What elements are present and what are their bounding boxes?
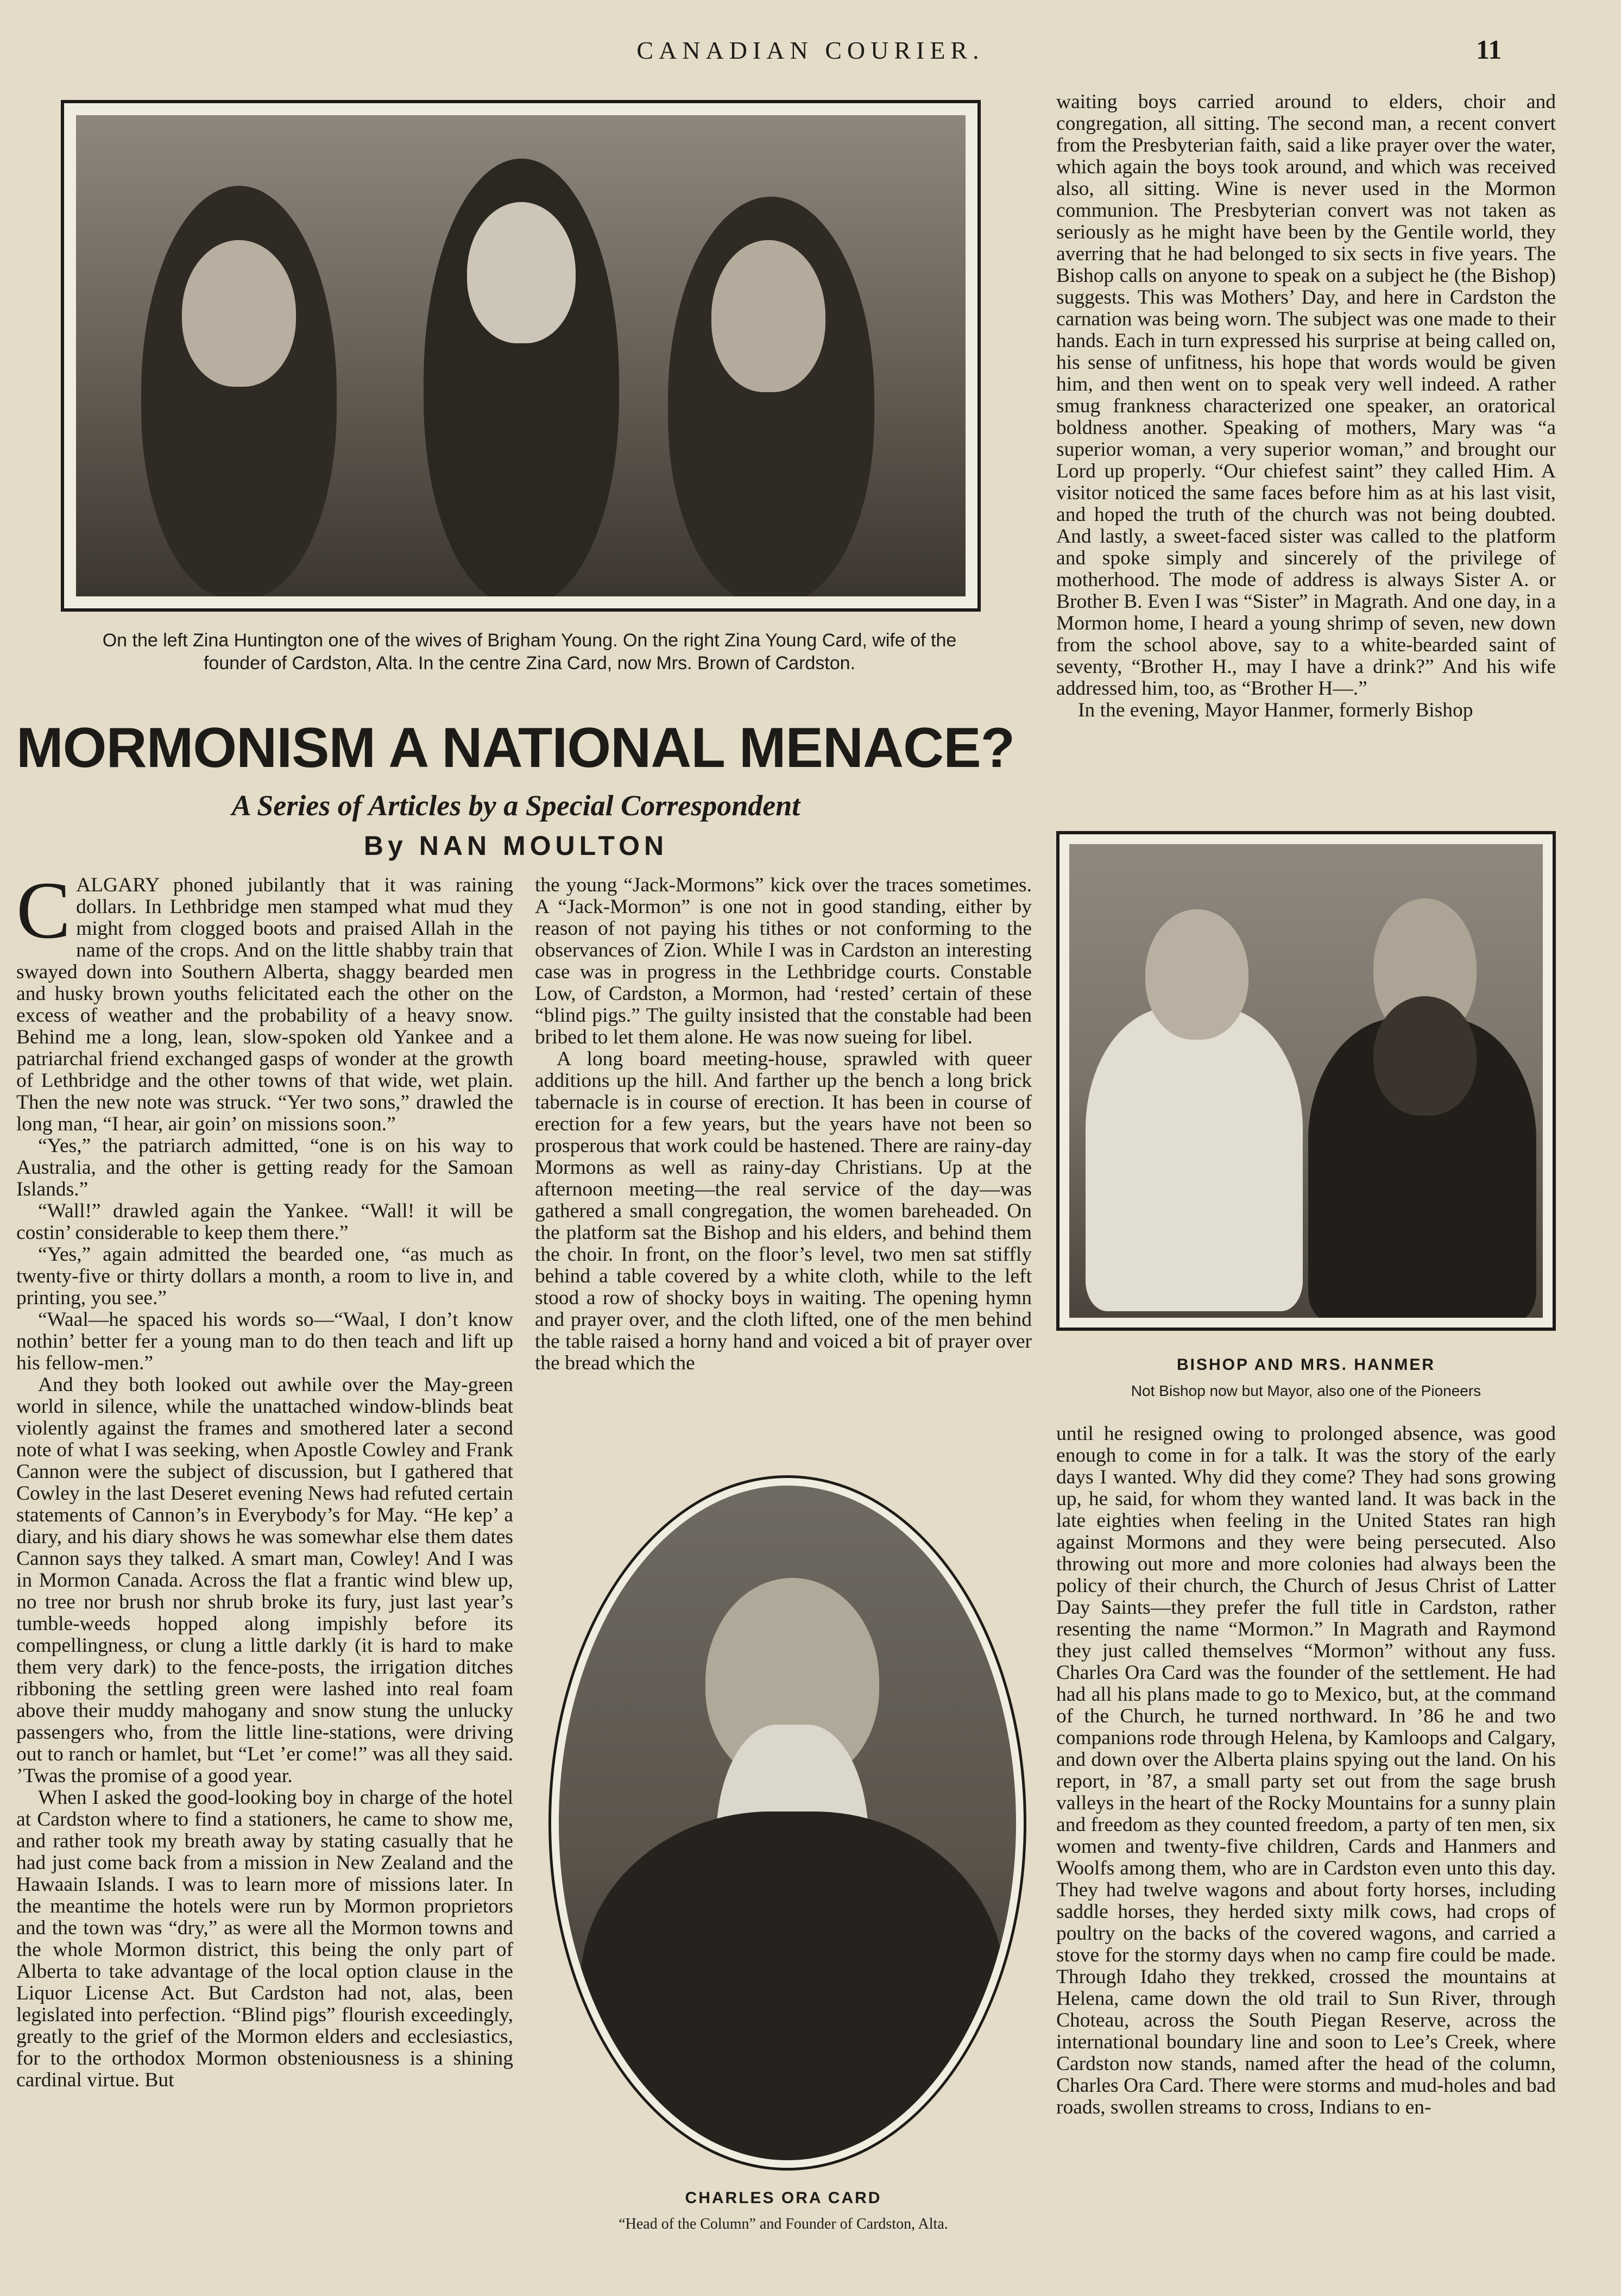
three-women-photo (76, 115, 966, 596)
face-right-woman (711, 240, 825, 392)
face-left-woman (182, 240, 296, 387)
col1-para-5: “Waal—he spaced his words so—“Waal, I don’t know nothin’ better fer a young man to do then teach and lift up his fellow-men.” (16, 1309, 513, 1374)
article-headline: MORMONISM A NATIONAL MENACE? (16, 716, 1015, 779)
col3-para-1: waiting boys carried around to elders, choir and congregation, all sitting. The second man, a recent convert from the Presbyterian faith, said a like prayer over the water, which again the boys took around, and which was received also, all sitting. Wine is never used in the Mormon communion. The Presbyterian convert was not taken as seriously as he might have been by the Gentile world, they averring that he had belonged to six sects in five years. The Bishop calls on anyone to speak on a subject he (the Bishop) suggests. This was Mothers’ Day, and here in Cardston the carnation was being worn. The subject was one made to their hands. Each in turn expressed his surprise at being called on, his sense of unfitness, his hope that words would be given him, and then went on to speak very well indeed. A rather smug frankness characterized one speaker, an oratorical boldness another. Speaking of mothers, Mary was “a superior woman, a very superior woman,” and brought our Lord up properly. “Our chiefest saint” they called Him. A visitor noticed the same faces before him as at his last visit, and hoped the truth of the church was not being doubted. And lastly, a sweet-faced sister was called to the platform and spoke simply and sincerely of the privilege of motherhood. The mode of address is always Sister A. or Brother B. Even I was “Sister” in Magrath. And one day, in a Mormon home, I heard a young shrimp of seven, new down from the school above, say to a white-bearded saint of seventy, “Brother H., may I have a drink?” And his wife addressed him, too, as “Brother H—.” (1056, 91, 1556, 700)
card-portrait-oval (548, 1475, 1026, 2171)
hanmer-photo (1069, 844, 1543, 1318)
card-caption-title: CHARLES ORA CARD (685, 2189, 882, 2207)
hanmer-caption-title: BISHOP AND MRS. HANMER (1176, 1356, 1436, 1374)
hanmer-caption-sub: Not Bishop now but Mayor, also one of the Pioneers (1131, 1382, 1481, 1399)
face-girl (467, 202, 576, 343)
col1-para-2: “Yes,” the patriarch admitted, “one is on his way to Australia, and the other is getting ready for the Samoan Islands.” (16, 1135, 513, 1200)
col1-para-6: And they both looked out awhile over the May-green world in silence, while the unattached window-blinds beat violently against the frames and smothered later a second note of what I was seeking, when Apostle Cowley and Frank Cannon were the subject of discussion, but I gathered that Cowley in the last Deseret evening News had refuted certain statements of Cannon’s in Everybody’s for May. “He kep’ a diary, and his diary shows he was somewhar else them dates Cannon says they talked. A smart man, Cowley! And I was in Mormon Canada. Across the flat a frantic wind blew up, no tree nor brush nor shrub broke its fury, just last year’s tumble-weeds hopped along impishly before its compellingness, or clung a little darkly (it is hard to make them very dark) to the fence-posts, the irrigation ditches ribboning the settling green were lashed into real foam above their muddy mahogany and snow stung the unlucky passengers who, from the little line-stations, were driving out to ranch or hamlet, but “Let ’er come!” was all they said. ’Twas the promise of a good year. (16, 1374, 513, 1787)
col2-para-1: the young “Jack-Mormons” kick over the traces sometimes. A “Jack-Mormon” is one not in good standing, either by reason of not paying his tithes or not conforming to the observances of Zion. While I was in Cardston an interesting case was in progress in the Lethbridge courts. Constable Low, of Cardston, a Mormon, had ‘rested’ certain of these “blind pigs.” The guilty insisted that the constable had been bribed to let them alone. He was now sueing for libel. (535, 875, 1032, 1048)
card-portrait-photo (559, 1486, 1016, 2160)
col3-para-3: until he resigned owing to prolonged absence, was good enough to come in for a talk. It was the story of the early days I wanted. Why did they come? They had sons growing up, he said, for whom they wanted land. It was back in the late eighties when feeling in the United States ran high against Mormons and they were being persecuted. Also throwing out more and more colonies had always been the policy of their church, the Church of Jesus Christ of Latter Day Saints—they prefer the full title in Cardston, rather resenting the name “Mormon.” In Magrath and Raymond they just called themselves “Mormon” without any fuss. Charles Ora Card was the founder of the settlement. He had had all his plans made to go to Mexico, but, at the command of the Church, he turned northward. In ’86 he and two companions rode through Helena, by Kamloops and Calgary, and down over the Alberta plains spying out the land. On his report, in ’87, a small party set out from the sage brush valleys in the heart of the Rocky Mountains for a sunny plain and freedom as they counted freedom, a party of ten men, six women and twenty-five children, Cards and Hanmers and Woolfs among them, who are in Cardston even unto this day. They had twelve wagons and about forty horses, including saddle horses, they herded sixty milk cows, had crops of poultry on the backs of the covered wagons, and carried a stove for the stormy days when no camp fire could be made. Through Idaho they trekked, crossed the mountains at Helena, came down the old trail to Sun River, through Choteau, across the South Piegan Reserve, across the international boundary line and soon to Lee’s Creek, where Cardston now stands, named after the head of the column, Charles Ora Card. There were storms and mud-holes and bad roads, swollen streams to cross, Indians to en- (1056, 1423, 1556, 2118)
card-coat (581, 1811, 1004, 2160)
col1-para-7: When I asked the good-looking boy in charge of the hotel at Cardston where to find a stationers, he came to show me, and rather took my breath away by stating casually that he had just come back from a mission in New Zealand and the Hawaain Islands. I was to learn more of missions later. In the meantime the hotels were run by Mormon proprietors and the town was “dry,” as were all the Mormon towns and the whole Mormon district, this being the only part of Alberta to take advantage of the local option clause in the Liquor License Act. But Cardston had not, alas, been legislated into perfection. “Blind pigs” flourish exceedingly, greatly to the grief of the Mormon elders and ecclesiastics, for to the orthodox Mormon obsteniousness is a shining cardinal virtue. But (16, 1787, 513, 2091)
mrs-hanmer-face (1145, 909, 1248, 1040)
page-number: 11 (1476, 34, 1502, 65)
column-3-top (1056, 91, 1556, 819)
top-photo-caption: On the left Zina Huntington one of the wives of Brigham Young. On the right Zina Young Card, wife of the founder of Cardston, Alta. In the centre Zina Card, now Mrs. Brown of Cardston. (102, 630, 957, 674)
article-byline: By NAN MOULTON (363, 831, 668, 861)
col1-para-4: “Yes,” again admitted the bearded one, “as much as twenty-five or thirty dollars a month, a room to live in, and printing, you see.” (16, 1243, 513, 1309)
column-3-bottom (1056, 1423, 1556, 2265)
top-photo-frame (61, 100, 981, 612)
card-caption-sub: “Head of the Column” and Founder of Cardston, Alta. (619, 2216, 948, 2232)
col1-para-1: CALGARY phoned jubilantly that it was raining dollars. In Lethbridge men stamped what mud they might from clogged boots and praised Allah in the name of the crops. And on the little shabby train that swayed down into Southern Alberta, shaggy bearded men and husky brown youths felicitated each the other on the excess of weather and the probability of a heavy snow. Behind me a long, lean, slow-spoken old Yankee and a patriarchal friend exchanged gasps of wonder at the growth of Lethbridge and the other towns of that wide, wet plain. Then the new note was struck. “Yer two sons,” drawled the long man, “I hear, air goin’ on missions soon.” (16, 875, 513, 1135)
drop-cap: C (16, 875, 71, 955)
col2-para-2: A long board meeting-house, sprawled with queer additions up the hill. And farther up the bench a long brick tabernacle is in course of erection. It has been in course of erection for a few years, but the years have not been so prosperous that work could be hastened. There are rainy-day Mormons as well as rainy-day Christians. Up at the afternoon meeting—the real service of the day—was gathered a small congregation, the women bareheaded. On the platform sat the Bishop and his elders, and behind them the choir. In front, on the floor’s level, two men sat stiffly behind a table covered by a white cloth, while to the left stood a row of shocky boys in waiting. The opening hymn and prayer over, and the cloth lifted, one of the men behind the table raised a horny hand and voiced a bit of prayer over the bread which the (535, 1048, 1032, 1374)
mrs-hanmer-figure (1086, 1007, 1303, 1311)
running-head: CANADIAN COURIER. (636, 36, 985, 64)
column-2 (535, 875, 1032, 1445)
bishop-hanmer-beard (1373, 996, 1477, 1116)
col1-para-3: “Wall!” drawled again the Yankee. “Wall! it will be costin’ considerable to keep them there.” (16, 1200, 513, 1244)
hanmer-photo-frame (1056, 831, 1556, 1331)
col3-para-2: In the evening, Mayor Hanmer, formerly Bishop (1078, 699, 1473, 721)
column-1 (16, 875, 513, 2265)
article-subhead: A Series of Articles by a Special Correspondent (231, 789, 800, 822)
